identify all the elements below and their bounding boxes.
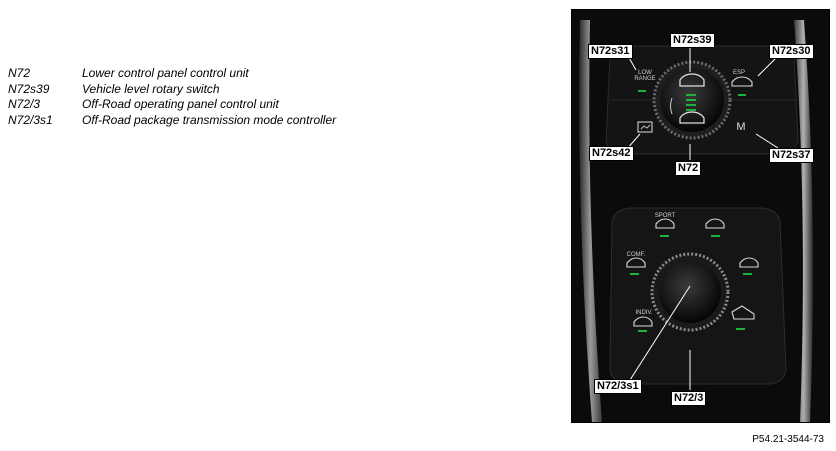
callout-n72s39: N72s39 bbox=[670, 33, 715, 48]
callout-n72: N72 bbox=[675, 161, 701, 176]
low-range-led bbox=[638, 90, 646, 92]
legend-code: N72s39 bbox=[8, 81, 50, 96]
figure-reference-number: P54.21-3544-73 bbox=[752, 434, 824, 445]
indiv-label: INDIV. bbox=[635, 310, 653, 316]
control-panel-photo bbox=[572, 10, 829, 422]
esp-led bbox=[738, 94, 746, 96]
callout-n72s30: N72s30 bbox=[769, 44, 814, 59]
legend-description: Off-Road operating panel control unit bbox=[82, 97, 279, 111]
callout-n72-3: N72/3 bbox=[671, 391, 706, 406]
legend-row bbox=[8, 97, 336, 113]
legend-row bbox=[8, 82, 336, 98]
legend-list bbox=[8, 66, 336, 128]
legend-description: Vehicle level rotary switch bbox=[82, 81, 220, 96]
callout-n72s31: N72s31 bbox=[588, 44, 633, 59]
esp-label: ESP bbox=[732, 70, 745, 76]
legend-code: N72 bbox=[8, 66, 31, 80]
control-panel-figure bbox=[571, 9, 830, 423]
legend-row bbox=[8, 113, 336, 129]
callout-n72s37: N72s37 bbox=[769, 148, 814, 163]
low-range-label: LOW RANGE bbox=[634, 70, 656, 82]
callout-n72s42: N72s42 bbox=[589, 146, 634, 161]
legend-code: N72/3s1 bbox=[8, 112, 53, 127]
sport-label: SPORT bbox=[654, 213, 676, 219]
comf-label: COMF. bbox=[626, 252, 646, 258]
legend-description: Off-Road package transmission mode controller bbox=[82, 112, 337, 127]
legend-row bbox=[8, 66, 336, 82]
legend-code: N72/3 bbox=[8, 97, 41, 111]
legend-description: Lower control panel control unit bbox=[82, 66, 249, 80]
callout-n72-3s1: N72/3s1 bbox=[594, 379, 642, 394]
m-button-label: M bbox=[736, 121, 746, 133]
